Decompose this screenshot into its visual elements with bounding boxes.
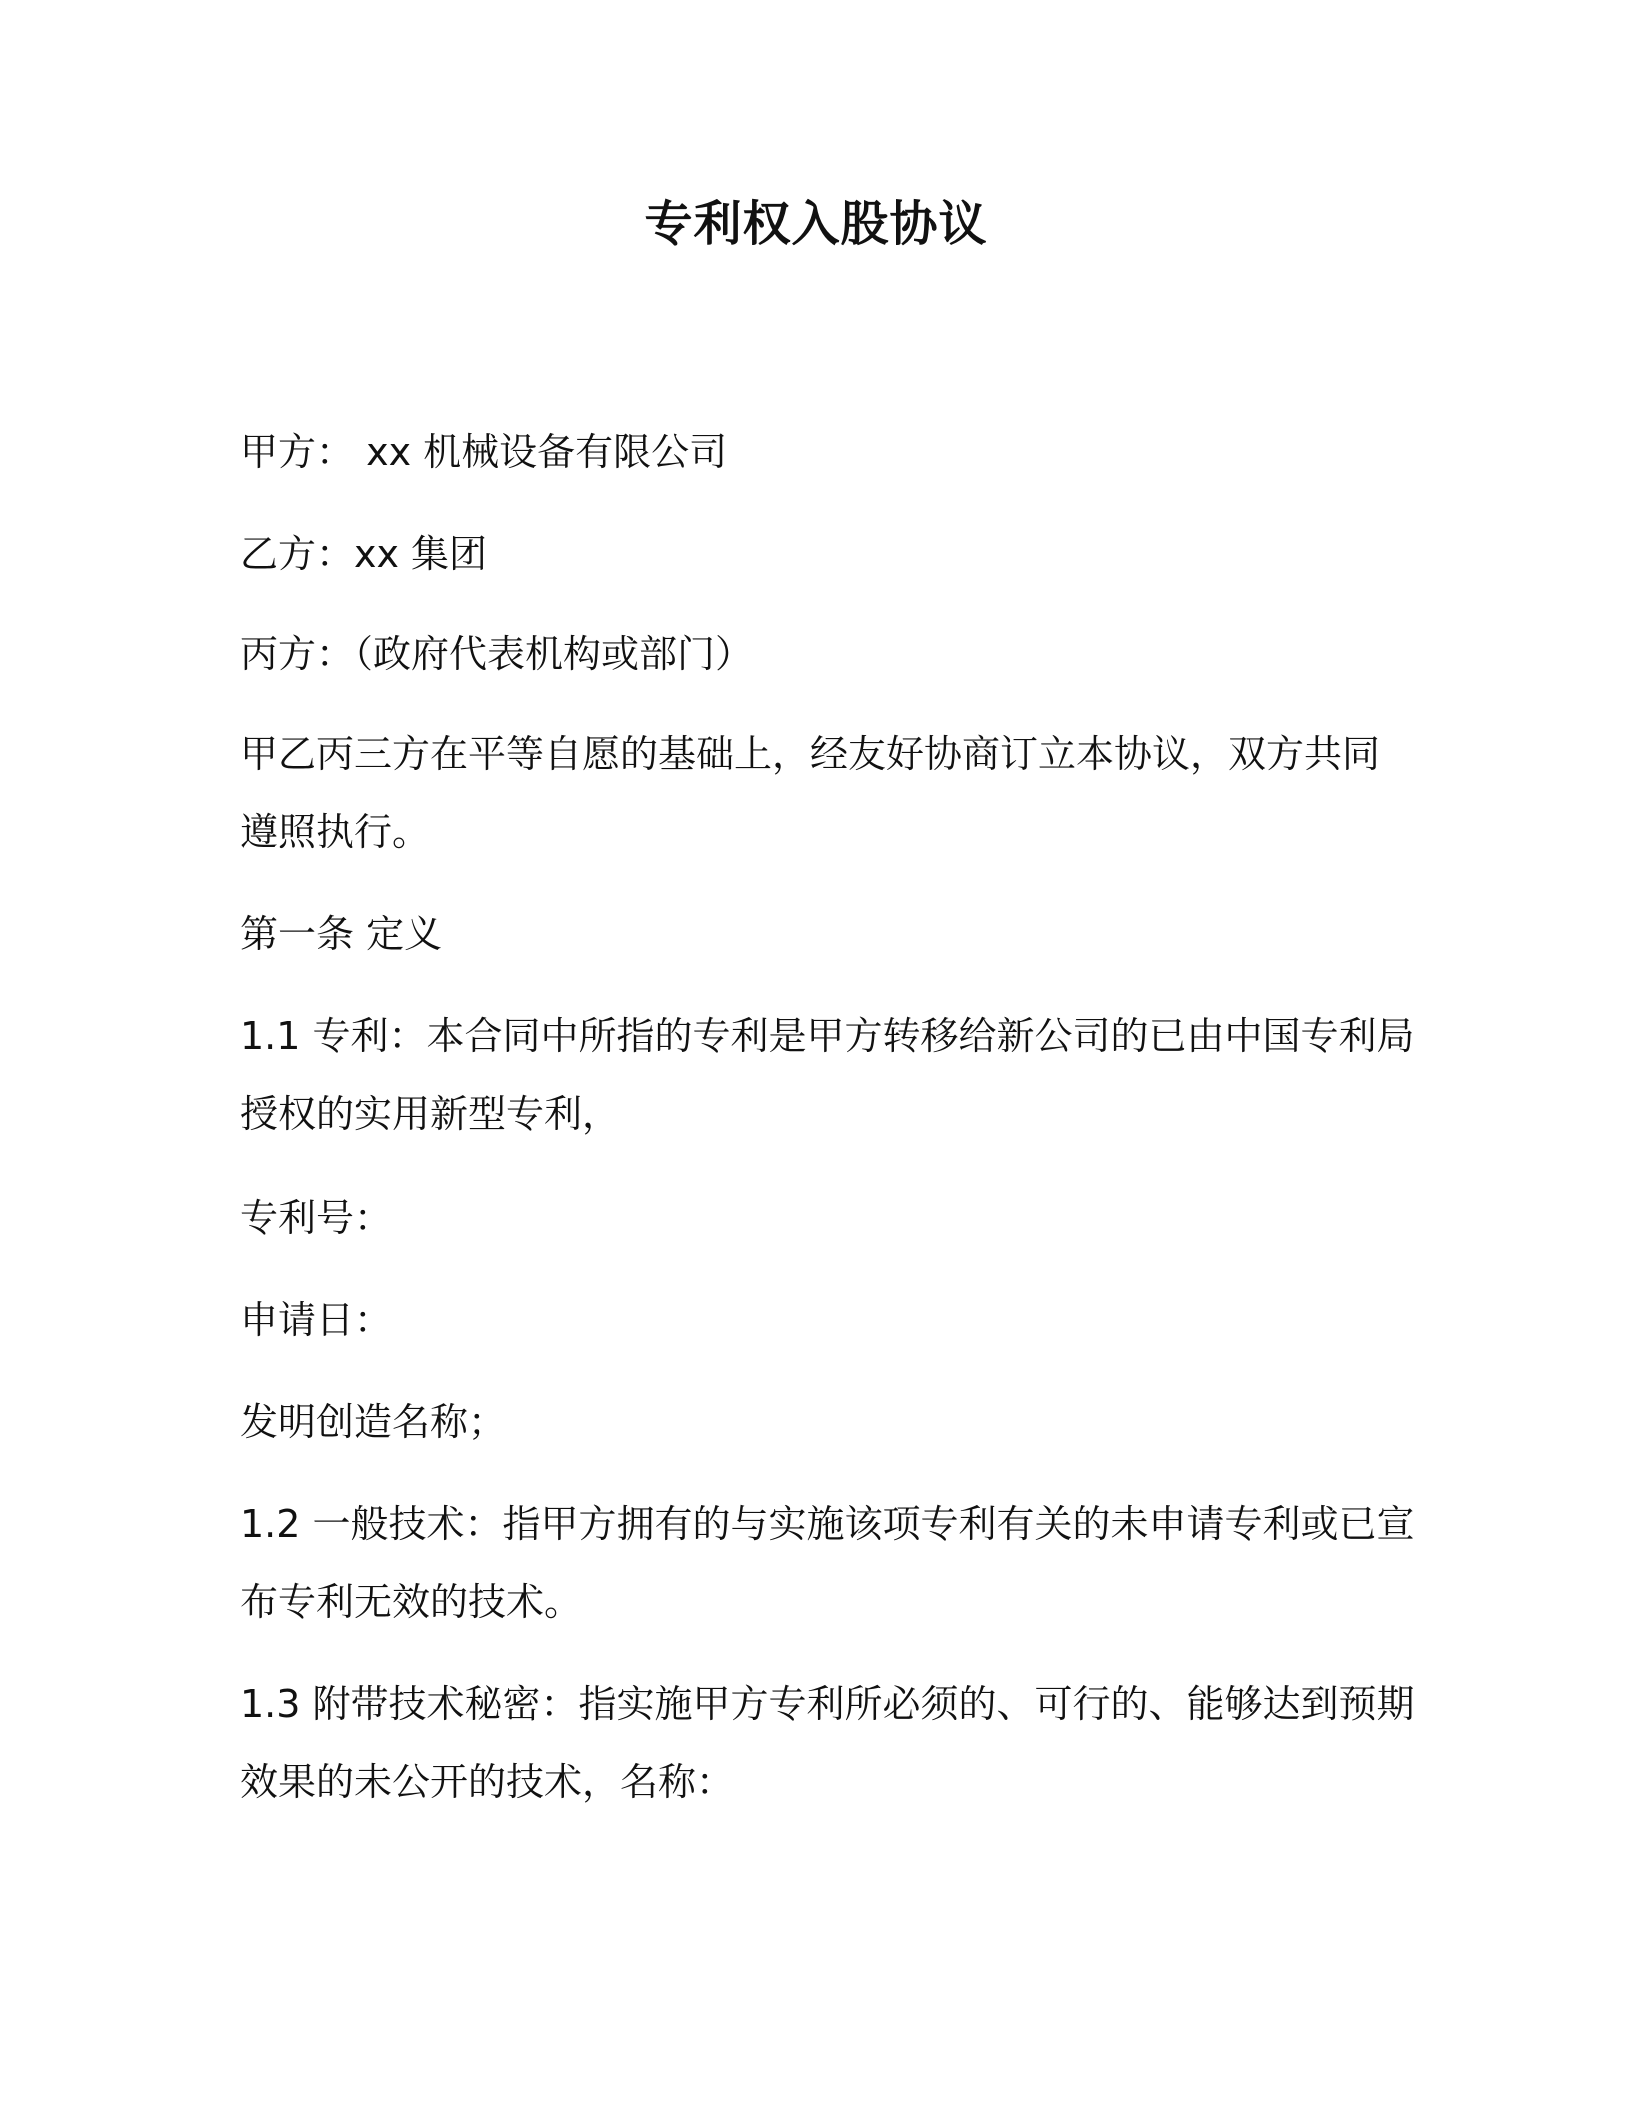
article-1-heading: 第一条 定义 <box>240 912 443 956</box>
application-date-line: 申请日： <box>240 1298 393 1342</box>
clause-1-2-line-2: 布专利无效的技术。 <box>240 1580 583 1624</box>
clause-1-1-line-1: 1.1 专利：本合同中所指的专利是甲方转移给新公司的已由中国专利局 <box>240 1014 1415 1058</box>
document-title: 专利权入股协议 <box>644 196 988 252</box>
party-b-line: 乙方：xx 集团 <box>240 532 488 576</box>
clause-1-2-line-1: 1.2 一般技术：指甲方拥有的与实施该项专利有关的未申请专利或已宣 <box>240 1502 1415 1546</box>
preamble-line-1: 甲乙丙三方在平等自愿的基础上，经友好协商订立本协议，双方共同 <box>240 732 1381 776</box>
party-c-line: 丙方：（政府代表机构或部门） <box>240 632 754 676</box>
preamble-line-2: 遵照执行。 <box>240 810 431 854</box>
clause-1-3-line-1: 1.3 附带技术秘密：指实施甲方专利所必须的、可行的、能够达到预期 <box>240 1682 1415 1726</box>
party-a-line: 甲方： xx 机械设备有限公司 <box>240 430 728 474</box>
clause-1-1-line-2: 授权的实用新型专利， <box>240 1092 621 1136</box>
invention-name-line: 发明创造名称； <box>240 1400 507 1444</box>
patent-number-line: 专利号： <box>240 1196 393 1240</box>
clause-1-3-line-2: 效果的未公开的技术，名称： <box>240 1760 735 1804</box>
